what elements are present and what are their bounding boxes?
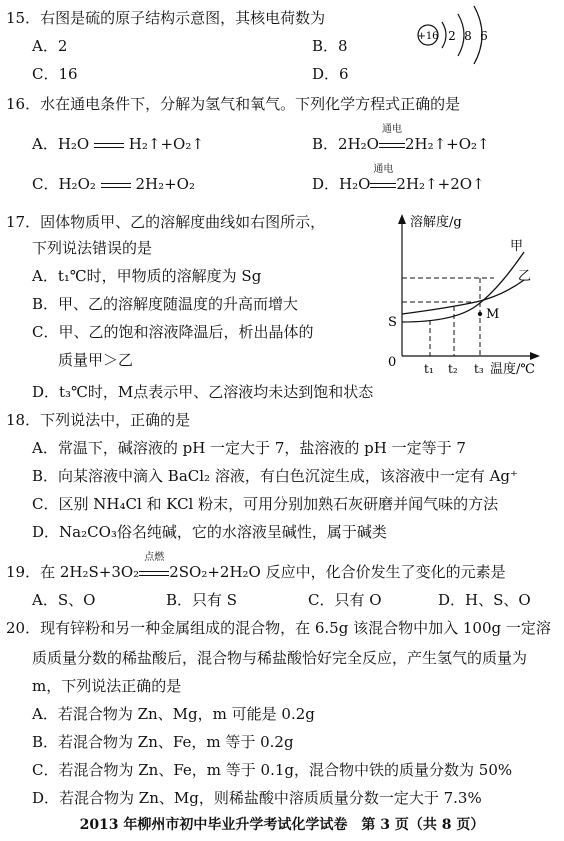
- q20-stem-line3: m，下列说法正确的是: [32, 677, 182, 695]
- q17-option-b: B．甲、乙的溶解度随温度的升高而增大: [32, 295, 299, 313]
- q19-option-d: D．H、S、O: [438, 591, 531, 609]
- q17-option-c-line1: C．甲、乙的饱和溶液降温后，析出晶体的: [32, 323, 314, 341]
- q20-option-d: D．若混合物为 Zn、Mg，则稀盐酸中溶质质量分数一定大于 7.3%: [32, 789, 482, 807]
- q20-option-b: B．若混合物为 Zn、Fe，m 等于 0.2g: [32, 733, 294, 751]
- q17-stem-line2: 下列说法错误的是: [32, 239, 153, 257]
- x-axis-arrow: [530, 352, 540, 360]
- q16-option-d: D．H₂O 通电 2H₂↑+2O↑: [312, 164, 485, 193]
- q17-option-c-line2: 质量甲＞乙: [58, 351, 134, 369]
- q17-stem-line1: 17．固体物质甲、乙的溶解度曲线如右图所示，: [6, 213, 326, 231]
- sulfur-atom-diagram: [412, 2, 508, 68]
- q19-option-c: C．只有 O: [308, 591, 382, 609]
- page-footer: 2013 年柳州市初中毕业升学考试化学试卷 第 3 页（共 8 页）: [79, 817, 485, 833]
- q16-option-c: C．H₂O₂ 2H₂+O₂: [32, 175, 195, 193]
- q15-option-a: A．2: [32, 37, 68, 55]
- q18-option-c: C．区别 NH₄Cl 和 KCl 粉末，可用分别加熟石灰研磨并闻气味的方法: [32, 495, 499, 513]
- curve-yi: [402, 280, 524, 314]
- solubility-curve-chart: [384, 210, 560, 380]
- q18-option-d: D．Na₂CO₃俗名纯碱，它的水溶液呈碱性，属于碱类: [32, 523, 387, 541]
- q15-option-b: B．8: [312, 37, 348, 55]
- shell-1-electrons: 2: [448, 29, 456, 43]
- q20-option-c: C．若混合物为 Zn、Fe，m 等于 0.1g，混合物中铁的质量分数为 50%: [32, 761, 513, 779]
- s-label: S: [388, 315, 397, 330]
- shell-3-electrons: 6: [480, 29, 488, 43]
- q18-stem: 18．下列说法中，正确的是: [6, 411, 191, 429]
- point-m: [478, 312, 482, 316]
- q19-stem: 19．在 2H₂S+3O₂ 点燃 2SO₂+2H₂O 反应中，化合价发生了变化的元素是: [6, 552, 506, 581]
- y-axis-label: 溶解度/g: [410, 215, 462, 230]
- y-axis-arrow: [398, 214, 406, 224]
- q20-stem-line2: 质质量分数的稀盐酸后，混合物与稀盐酸恰好完全反应，产生氢气的质量为: [32, 649, 528, 667]
- curve-jia-label: 甲: [510, 239, 524, 254]
- q16-option-b: B．2H₂O 通电 2H₂↑+O₂↑: [312, 124, 490, 153]
- q19-option-b: B．只有 S: [166, 591, 238, 609]
- q16-option-a: A．H₂O H₂↑+O₂↑: [32, 135, 204, 153]
- atom-nucleus-label: +16: [417, 31, 439, 42]
- q20-option-a: A．若混合物为 Zn、Mg，m 可能是 0.2g: [32, 705, 315, 723]
- q17-option-d: D．t₃℃时，M点表示甲、乙溶液均未达到饱和状态: [32, 383, 374, 401]
- q18-option-a: A．常温下，碱溶液的 pH 一定大于 7，盐溶液的 pH 一定等于 7: [32, 439, 466, 457]
- curve-yi-label: 乙: [518, 269, 532, 284]
- shell-2-electrons: 8: [464, 29, 472, 43]
- origin-label: 0: [388, 355, 397, 370]
- q18-option-b: B．向某溶液中滴入 BaCl₂ 溶液，有白色沉淀生成，该溶液中一定有 Ag⁺: [32, 467, 518, 485]
- q15-stem: 15．右图是硫的原子结构示意图，其核电荷数为: [6, 9, 326, 27]
- q20-stem-line1: 20．现有锌粉和另一种金属组成的混合物，在 6.5g 该混合物中加入 100g 一定溶: [6, 619, 551, 637]
- q16-stem: 16．水在通电条件下，分解为氢气和氧气。下列化学方程式正确的是: [6, 95, 461, 113]
- tick-t2: t₂: [448, 362, 458, 376]
- q17-option-a: A．t₁℃时，甲物质的溶解度为 Sg: [32, 267, 262, 285]
- point-m-label: M: [486, 307, 500, 322]
- tick-t1: t₁: [424, 362, 434, 376]
- q15-option-c: C．16: [32, 65, 78, 83]
- q15-option-d: D．6: [312, 65, 349, 83]
- tick-t3: t₃: [474, 362, 484, 376]
- x-axis-label: 温度/℃: [490, 362, 535, 377]
- q19-option-a: A．S、O: [32, 591, 96, 609]
